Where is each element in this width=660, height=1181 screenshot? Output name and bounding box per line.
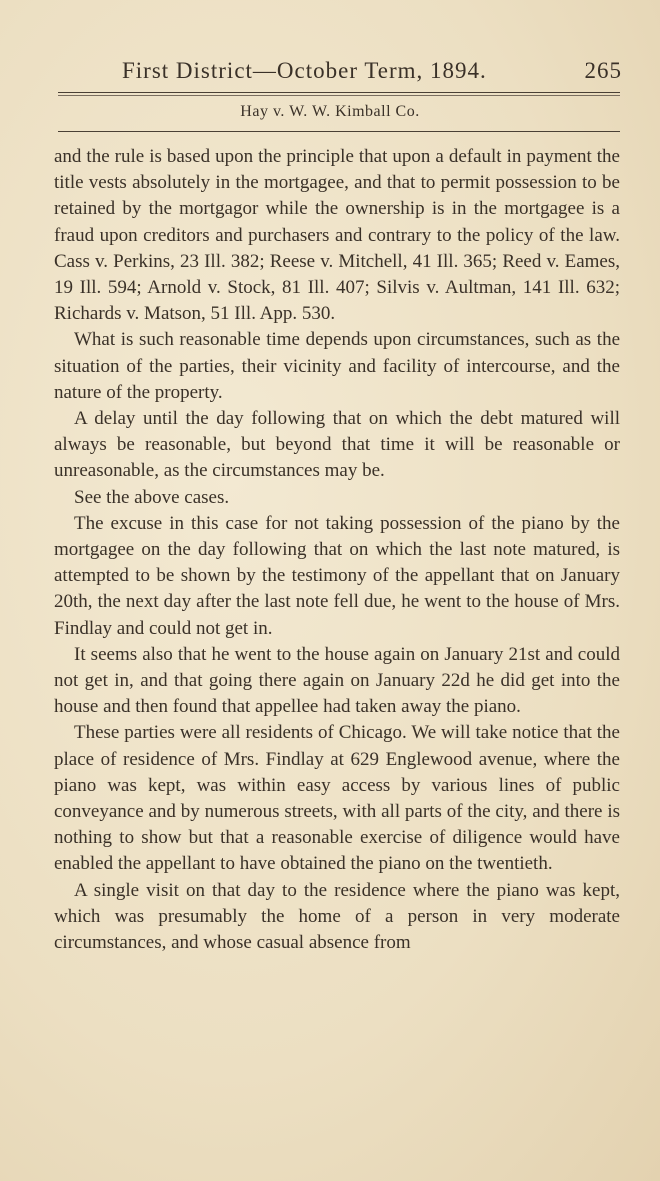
paragraph: These parties were all residents of Chicago. We will take notice that the place of residence of Mrs. Findlay at 629 Englewood avenue, where the piano was kept, was within easy access by various lines of public conveyance and by numerous streets, with all parts of the city, and there is nothing to show but that a reasonable exercise of diligence would have enabled the appellant to have obtained the piano on the twentieth. xyxy=(54,722,620,875)
running-title: First District—October Term, 1894. xyxy=(122,58,487,83)
page-number: 265 xyxy=(584,58,622,83)
paragraph: and the rule is based upon the principle that upon a default in payment the title vests absolutely in the mortgagee, and that to permit possession to be retained by the mortgagor while the ownership is in the mortgagee is a fraud upon creditors and purchasers and contrary to the policy of the law. Cass v. Perkins, 23 Ill. 382; Reese v. Mitchell, 41 Ill. 365; Reed v. Eames, 19 Ill. 594; Arnold v. Stock, 81 Ill. 407; Silvis v. Aultman, 141 Ill. 632; Richards v. Matson, 51 Ill. App. 530. xyxy=(54,146,620,325)
paragraph: It seems also that he went to the house again on January 21st and could not get in, and that going there again on January 22d he did get into the house and then found that appellee had taken away the piano. xyxy=(54,643,620,718)
body-text xyxy=(54,144,620,956)
case-title: Hay v. W. W. Kimball Co. xyxy=(240,103,420,120)
header-rule-bottom xyxy=(58,131,620,132)
paragraph: What is such reasonable time depends upon circumstances, such as the situation of the parties, their vicinity and facility of intercourse, and the nature of the property. xyxy=(54,329,620,403)
paragraph: A single visit on that day to the residence where the piano was kept, which was presumably the home of a person in very moderate circumstances, and whose casual absence from xyxy=(54,879,620,954)
paragraph: The excuse in this case for not taking possession of the piano by the mortgagee on the day following that on which the last note matured, is attempted to be shown by the testimony of the appellant that on January 20th, the next day after the last note fell due, he went to the house of Mrs. Findlay and could not get in. xyxy=(54,512,620,639)
header-rule-top-thin xyxy=(58,95,620,96)
header-rule-top xyxy=(58,92,620,93)
running-head xyxy=(122,58,622,88)
paragraph: A delay until the day following that on which the debt matured will always be reasonable, but beyond that time it will be reasonable or unreasonable, as the circumstances may be. xyxy=(54,408,620,482)
paragraph: See the above cases. xyxy=(74,486,230,508)
